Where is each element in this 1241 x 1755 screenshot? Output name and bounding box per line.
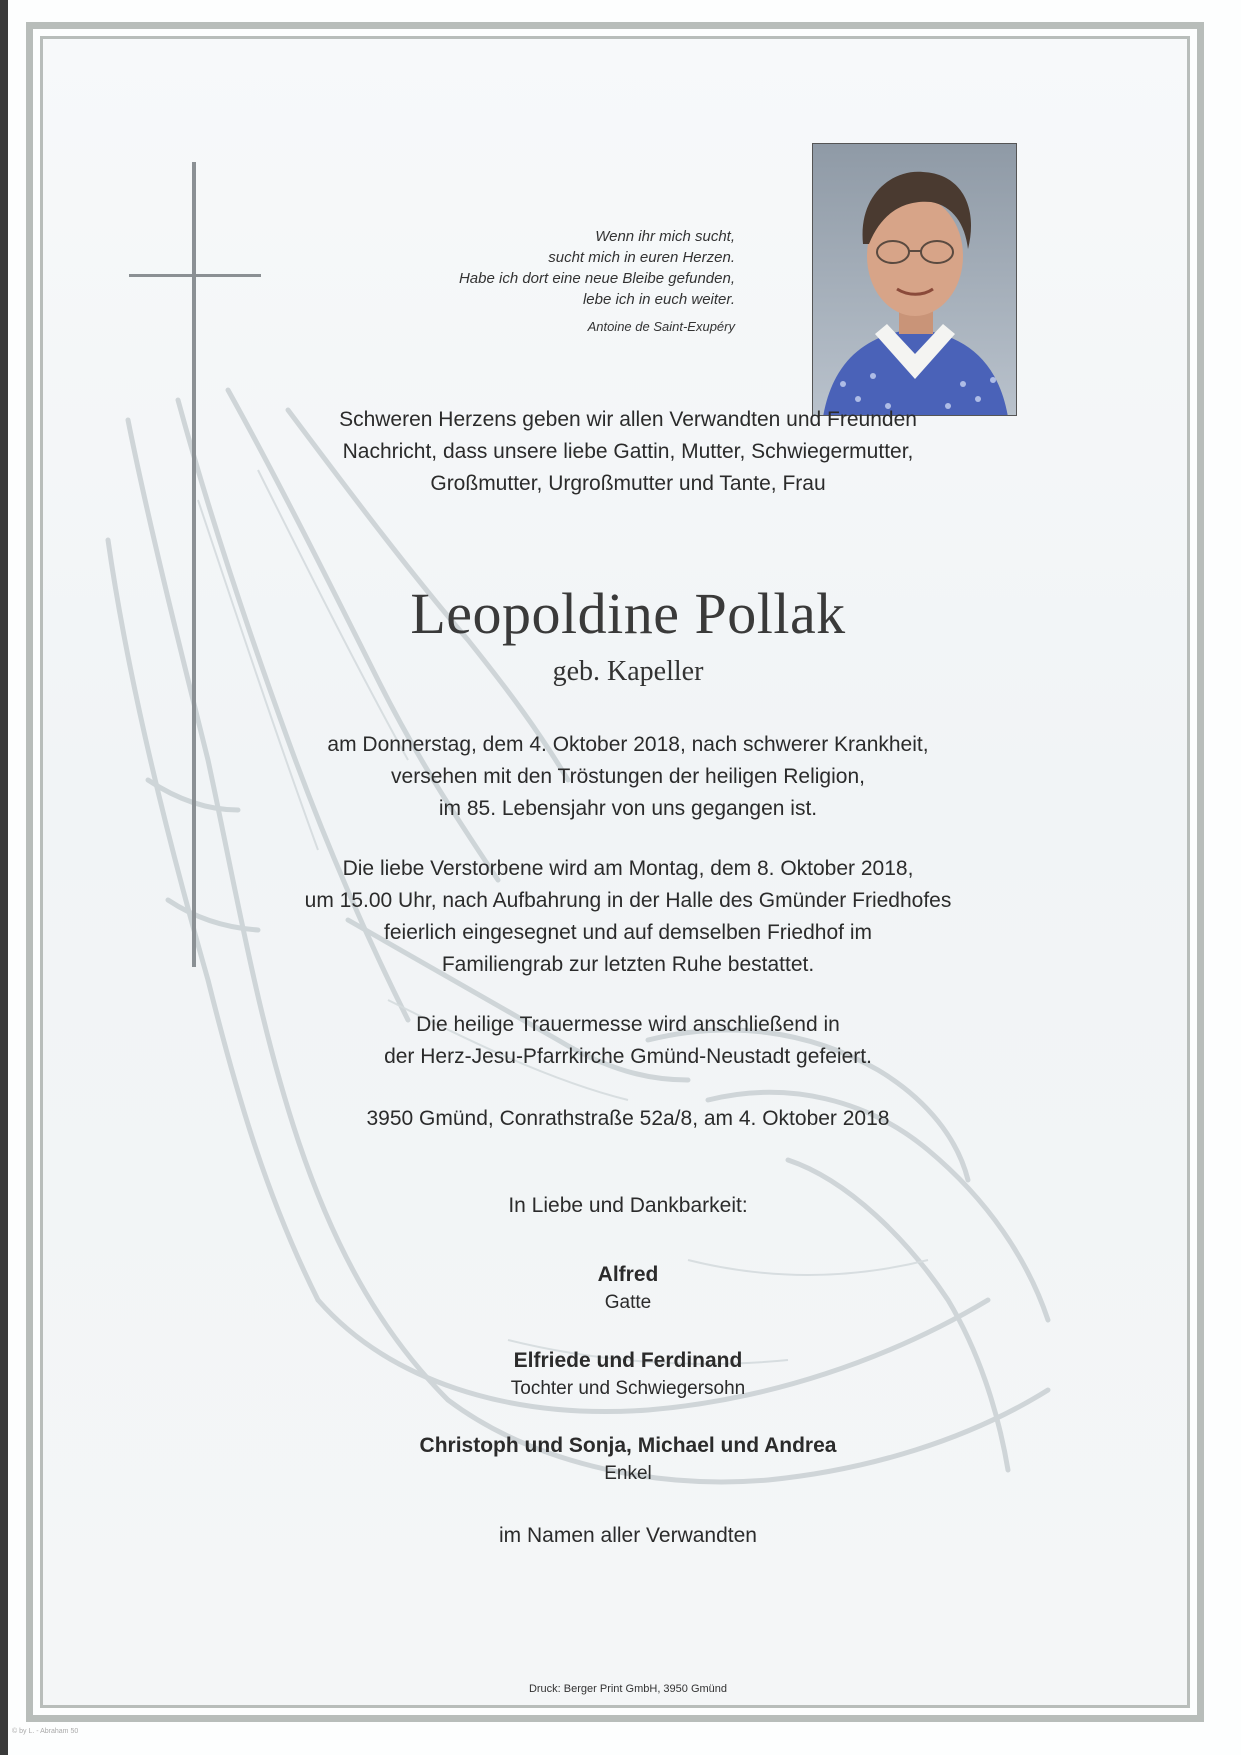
quote-line: Wenn ihr mich sucht, — [595, 228, 735, 245]
death-notice-line: versehen mit den Tröstungen der heiligen Religion, — [391, 765, 865, 788]
copyright-note: © by L. - Abraham 50 — [12, 1728, 79, 1735]
quote-line: Habe ich dort eine neue Bleibe gefunden, — [458, 270, 735, 287]
funeral-line: feierlich eingesegnet und auf demselben Friedhof im — [384, 921, 872, 944]
deceased-name: Leopoldine Pollak — [410, 581, 846, 646]
funeral-line: Die liebe Verstorbene wird am Montag, dem 8. Oktober 2018, — [342, 857, 914, 880]
announcement-intro — [168, 404, 1088, 500]
quote-author: Antoine de Saint-Exupéry — [587, 319, 735, 334]
mass-line: Die heilige Trauermesse wird anschließend in — [416, 1013, 840, 1036]
mourner-name: Elfriede und Ferdinand — [513, 1349, 743, 1372]
funeral-details — [168, 853, 1088, 981]
memorial-quote — [459, 226, 735, 337]
death-notice — [168, 729, 1088, 825]
funeral-line: Familiengrab zur letzten Ruhe bestattet. — [441, 953, 815, 976]
mourner-entry — [168, 1432, 1088, 1487]
obituary-sheet — [8, 0, 1241, 1755]
mourner-relation: Gatte — [604, 1292, 652, 1313]
cross-vertical-bar — [192, 162, 196, 967]
death-notice-line: im 85. Lebensjahr von uns gegangen ist. — [438, 797, 818, 820]
mourner-relation: Tochter und Schwiegersohn — [510, 1378, 746, 1399]
mourner-relation: Enkel — [604, 1463, 652, 1484]
mourner-name: Christoph und Sonja, Michael und Andrea — [419, 1434, 837, 1457]
quote-line: sucht mich in euren Herzen. — [548, 249, 735, 266]
mourner-name: Alfred — [597, 1263, 659, 1286]
mass-line: der Herz-Jesu-Pfarrkirche Gmünd-Neustadt gefeiert. — [384, 1045, 872, 1068]
printer-credit: Druck: Berger Print GmbH, 3950 Gmünd — [528, 1683, 728, 1695]
funeral-line: um 15.00 Uhr, nach Aufbahrung in der Halle des Gmünder Friedhofes — [304, 889, 952, 912]
scan-edge — [0, 0, 8, 1755]
mass-details — [168, 1009, 1088, 1073]
gratitude-line: In Liebe und Dankbarkeit: — [508, 1194, 748, 1217]
death-notice-line: am Donnerstag, dem 4. Oktober 2018, nach schwerer Krankheit, — [327, 733, 929, 756]
place-and-date: 3950 Gmünd, Conrathstraße 52a/8, am 4. Oktober 2018 — [366, 1107, 890, 1130]
portrait-photo — [812, 143, 1017, 416]
mourner-entry — [168, 1261, 1088, 1316]
closing-line: im Namen aller Verwandten — [499, 1524, 757, 1547]
cross-horizontal-bar — [129, 274, 261, 277]
quote-line: lebe ich in euch weiter. — [582, 291, 735, 308]
birth-name: geb. Kapeller — [552, 656, 704, 687]
mourner-entry — [168, 1347, 1088, 1402]
intro-line: Schweren Herzens geben wir allen Verwandten und Freunden — [339, 408, 917, 431]
intro-line: Großmutter, Urgroßmutter und Tante, Frau — [430, 472, 826, 495]
intro-line: Nachricht, dass unsere liebe Gattin, Mutter, Schwiegermutter, — [342, 440, 914, 463]
